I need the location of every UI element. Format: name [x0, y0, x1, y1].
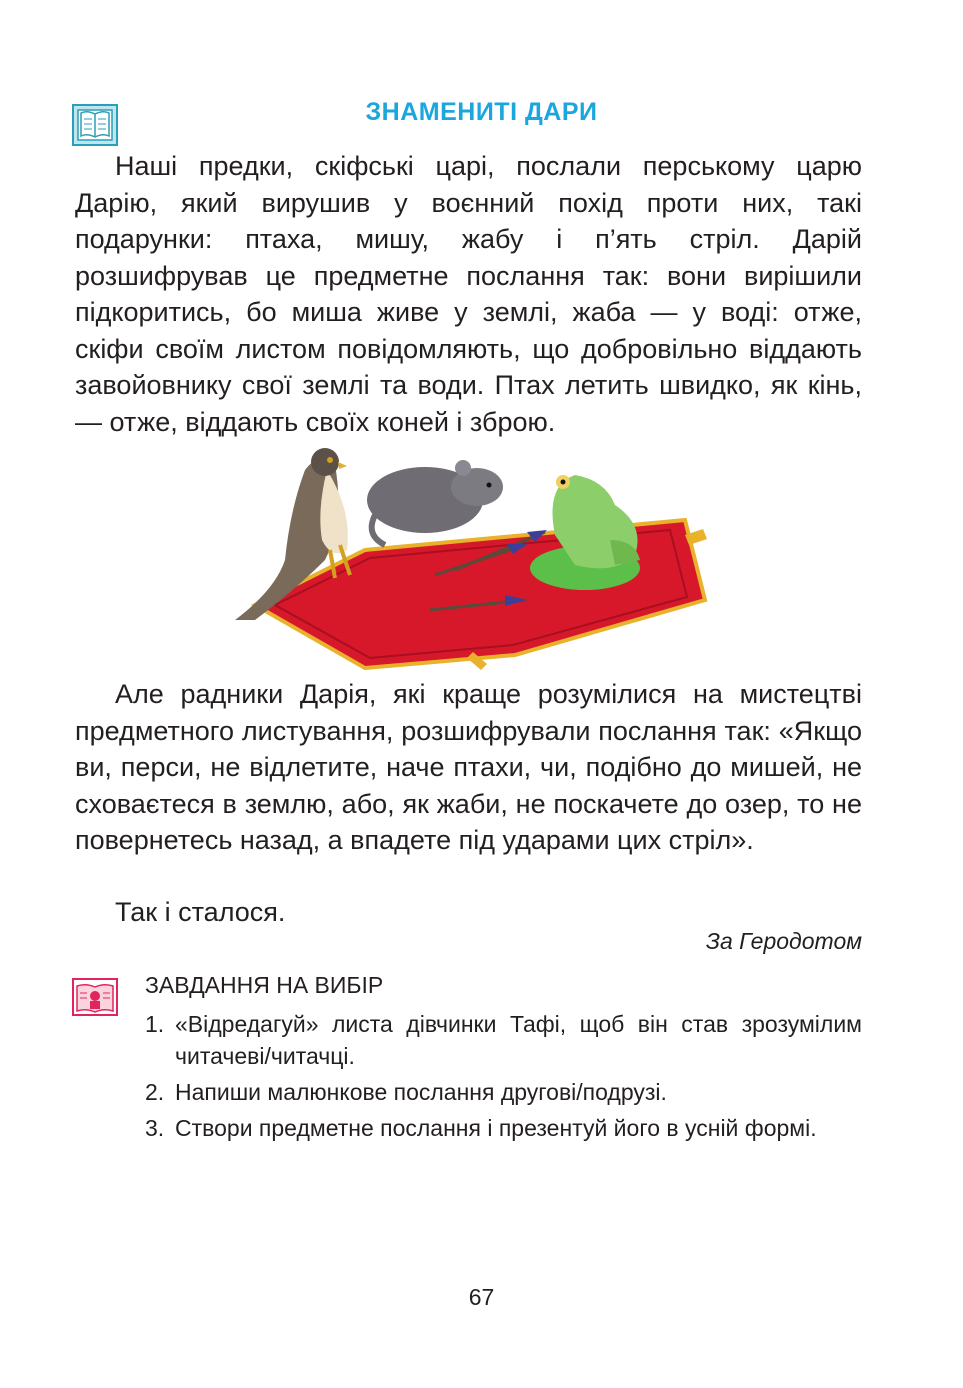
tasks-title: ЗАВДАННЯ НА ВИБІР: [145, 972, 384, 998]
paragraph-3-text: Так і сталося.: [115, 897, 286, 927]
paragraph-2-text: Але радники Дарія, які краще розумілися на мистецтві предметного листування, розшифрували послання так: «Якщо ви, перси, не відлетите, наче птахи, чи, подібно до мишей, не сховаєтеся в землю, або, як жаби, не поскачете до озер, то не повернетесь назад, а впадете під ударами цих стріл».: [75, 679, 862, 855]
task-list: [145, 1008, 862, 1148]
source-attribution: За Геродотом: [705, 928, 862, 954]
story-paragraph-2: [75, 676, 862, 859]
task-number: 3.: [145, 1115, 165, 1141]
task-text: Створи предметне послання і презентуй його в усній формі.: [175, 1115, 817, 1141]
task-book-icon: [72, 978, 118, 1016]
paragraph-1-text: Наші предки, скіфські царі, послали перському царю Дарію, який вирушив у воєнний похід проти них, такі подарунки: птаха, мишу, жабу і п’ять стріл. Дарій розшифрував це предметне послання так: вони вирішили підкоритись, бо миша живе у землі, жаба — у воді: отже, скіфи своїм листом повідомляють, що добровільно віддають завойовнику свої землі та води. Птах летить швидко, як кінь, — отже, віддають своїх коней і зброю.: [75, 151, 862, 437]
page-number: 67: [468, 1284, 495, 1310]
story-paragraph-1: [75, 148, 862, 440]
task-item: [145, 1008, 862, 1072]
task-number: 1.: [145, 1011, 165, 1037]
task-number: 2.: [145, 1079, 165, 1105]
task-item: [145, 1076, 862, 1108]
task-item: [145, 1112, 862, 1144]
gifts-illustration: [215, 440, 715, 670]
page-title: ЗНАМЕНИТІ ДАРИ: [365, 98, 598, 126]
story-paragraph-3: [75, 894, 862, 931]
task-text: «Відредагуй» листа дівчинки Тафі, щоб він став зрозумілим читачеві/читачці.: [175, 1011, 862, 1069]
task-text: Напиши малюнкове послання другові/подрузі.: [175, 1079, 667, 1105]
